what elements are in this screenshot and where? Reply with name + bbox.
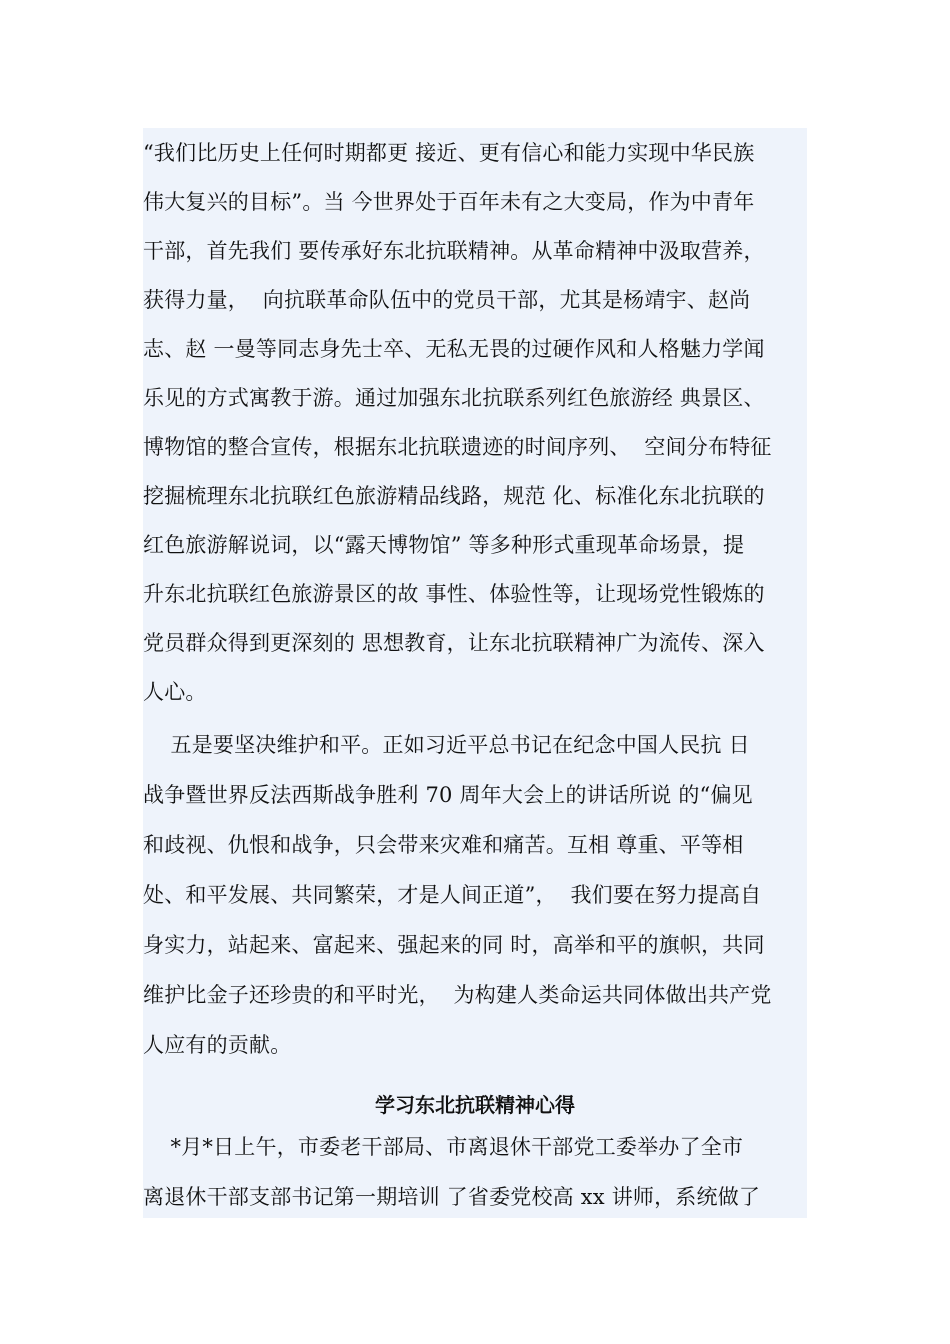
text-line: 人应有的贡献。: [143, 1033, 292, 1057]
text-line: 维护比金子还珍贵的和平时光， 为构建人类命运共同体做出共产党: [143, 983, 772, 1007]
text-line: *月*日上午，市委老干部局、市离退休干部党工委举办了全市: [143, 1135, 744, 1159]
text-line: 红色旅游解说词，以“露天博物馆” 等多种形式重现革命场景，提: [143, 533, 745, 557]
text-line: 五是要坚决维护和平。正如习近平总书记在纪念中国人民抗 日: [143, 733, 750, 757]
text-line: 获得力量， 向抗联革命队伍中的党员干部，尤其是杨靖宇、赵尚: [143, 288, 751, 312]
paragraph-block: [143, 720, 807, 1078]
text-line: 干部，首先我们 要传承好东北抗联精神。从革命精神中汲取营养，: [143, 239, 765, 263]
text-line: 党员群众得到更深刻的 思想教育，让东北抗联精神广为流传、深入: [143, 631, 765, 655]
text-line: 乐见的方式寓教于游。通过加强东北抗联系列红色旅游经 典景区、: [143, 386, 765, 410]
text-line: 升东北抗联红色旅游景区的故 事性、体验性等，让现场党性锻炼的: [143, 582, 765, 606]
text-line: 伟大复兴的目标”。当 今世界处于百年未有之大变局，作为中青年: [143, 190, 755, 214]
text-line: 志、赵 一曼等同志身先士卒、无私无畏的过硬作风和人格魅力学闻: [143, 337, 765, 361]
text-line: 身实力，站起来、富起来、强起来的同 时，高举和平的旗帜，共同: [143, 933, 765, 957]
text-line: “我们比历史上任何时期都更 接近、更有信心和能力实现中华民族: [143, 141, 755, 165]
paragraph-block: [143, 128, 807, 720]
text-line: 战争暨世界反法西斯战争胜利 70 周年大会上的讲话所说 的“偏见: [143, 783, 753, 807]
section-title: 学习东北抗联精神心得: [375, 1093, 575, 1117]
text-line: 博物馆的整合宣传，根据东北抗联遗迹的时间序列、 空间分布特征: [143, 435, 772, 459]
text-line: 挖掘梳理东北抗联红色旅游精品线路，规范 化、标准化东北抗联的: [143, 484, 765, 508]
text-line: 离退休干部支部书记第一期培训 了省委党校高 xx 讲师，系统做了: [143, 1185, 761, 1209]
text-line: 处、和平发展、共同繁荣，才是人间正道”， 我们要在努力提高自: [143, 883, 762, 907]
text-line: 人心。: [143, 680, 207, 704]
paragraph-block: [143, 1078, 807, 1218]
text-line: 和歧视、仇恨和战争，只会带来灾难和痛苦。互相 尊重、平等相: [143, 833, 744, 857]
